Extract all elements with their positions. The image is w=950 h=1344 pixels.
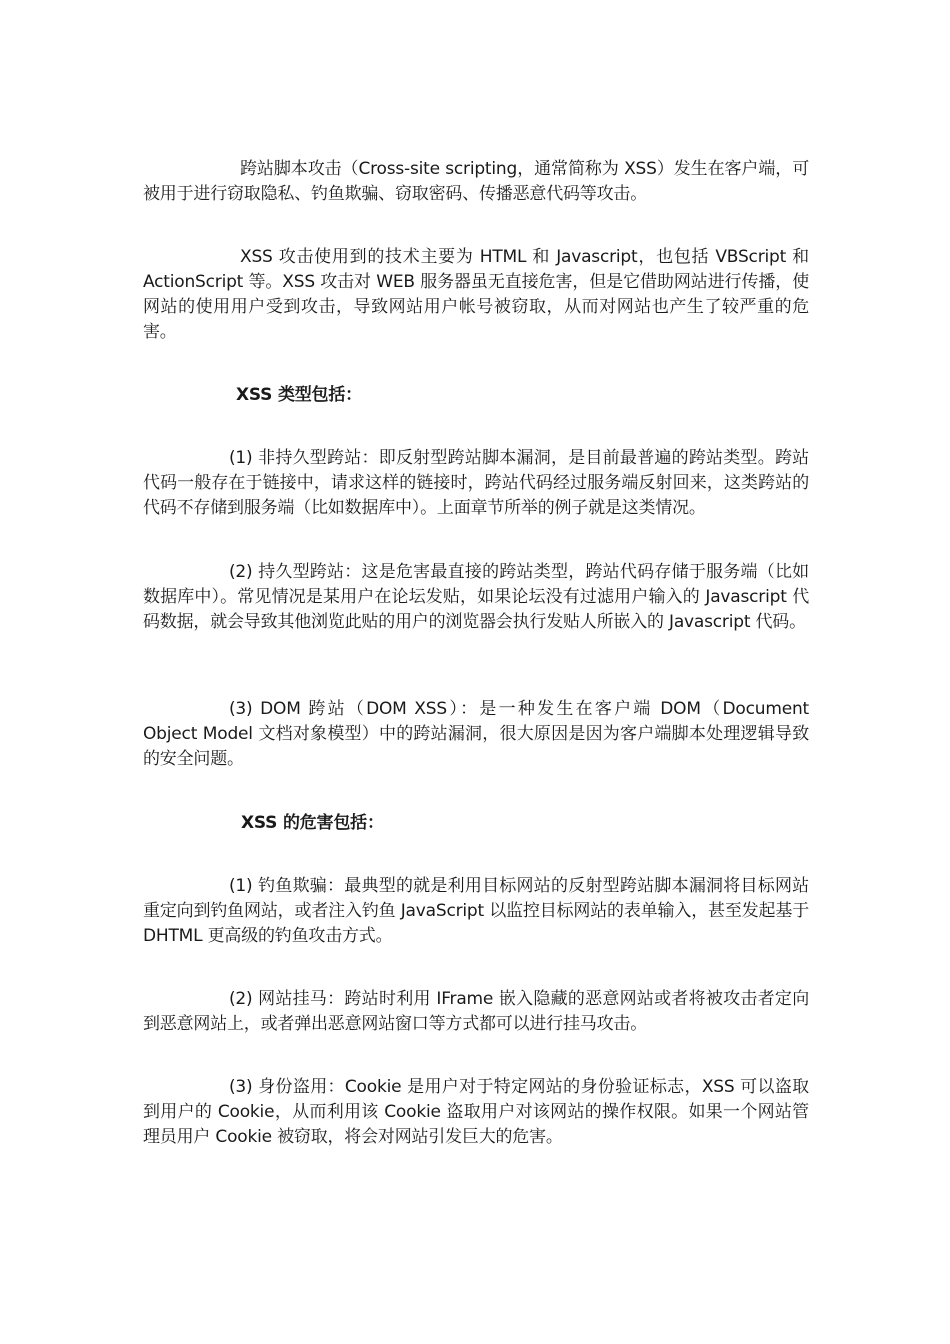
intro-paragraph-2: XSS 攻击使用到的技术主要为 HTML 和 Javascript，也包括 VBScript 和 ActionScript 等。XSS 攻击对 WEB 服务器虽无直接危害，但是它借助网站进行传播，使网站的使用用户受到攻击，导致网站用户帐号被窃取，从而对网站也产生了较严重的危害。 [143, 247, 809, 342]
xss-harm-item-3: (3) 身份盗用：Cookie 是用户对于特定网站的身份验证标志，XSS 可以盗取到用户的 Cookie，从而利用该 Cookie 盗取用户对该网站的操作权限。如果一个网站管理员用户 Cookie 被窃取，将会对网站引发巨大的危害。 [143, 1077, 809, 1147]
xss-type-item-3: (3) DOM 跨站（DOM XSS）：是一种发生在客户端 DOM（Document Object Model 文档对象模型）中的跨站漏洞，很大原因是因为客户端脚本处理逻辑导致的安全问题。 [143, 699, 809, 769]
xss-harm-item-1: (1) 钓鱼欺骗：最典型的就是利用目标网站的反射型跨站脚本漏洞将目标网站重定向到钓鱼网站，或者注入钓鱼 JavaScript 以监控目标网站的表单输入，甚至发起基于 DHTML 更高级的钓鱼攻击方式。 [143, 876, 809, 946]
xss-types-heading: XSS 类型包括： [236, 385, 362, 405]
intro-paragraph-1: 跨站脚本攻击（Cross-site scripting，通常简称为 XSS）发生在客户端，可被用于进行窃取隐私、钓鱼欺骗、窃取密码、传播恶意代码等攻击。 [143, 159, 809, 204]
xss-harms-heading: XSS 的危害包括： [241, 813, 384, 833]
xss-harm-item-2: (2) 网站挂马：跨站时利用 IFrame 嵌入隐藏的恶意网站或者将被攻击者定向到恶意网站上，或者弹出恶意网站窗口等方式都可以进行挂马攻击。 [143, 989, 809, 1034]
xss-type-item-1: (1) 非持久型跨站：即反射型跨站脚本漏洞，是目前最普遍的跨站类型。跨站代码一般存在于链接中，请求这样的链接时，跨站代码经过服务端反射回来，这类跨站的代码不存储到服务端（比如数据库中）。上面章节所举的例子就是这类情况。 [143, 448, 809, 518]
xss-type-item-2: (2) 持久型跨站：这是危害最直接的跨站类型，跨站代码存储于服务端（比如数据库中）。常见情况是某用户在论坛发贴，如果论坛没有过滤用户输入的 Javascript 代码数据，就会导致其他浏览此贴的用户的浏览器会执行发贴人所嵌入的 Javascript 代码。 [143, 562, 809, 632]
